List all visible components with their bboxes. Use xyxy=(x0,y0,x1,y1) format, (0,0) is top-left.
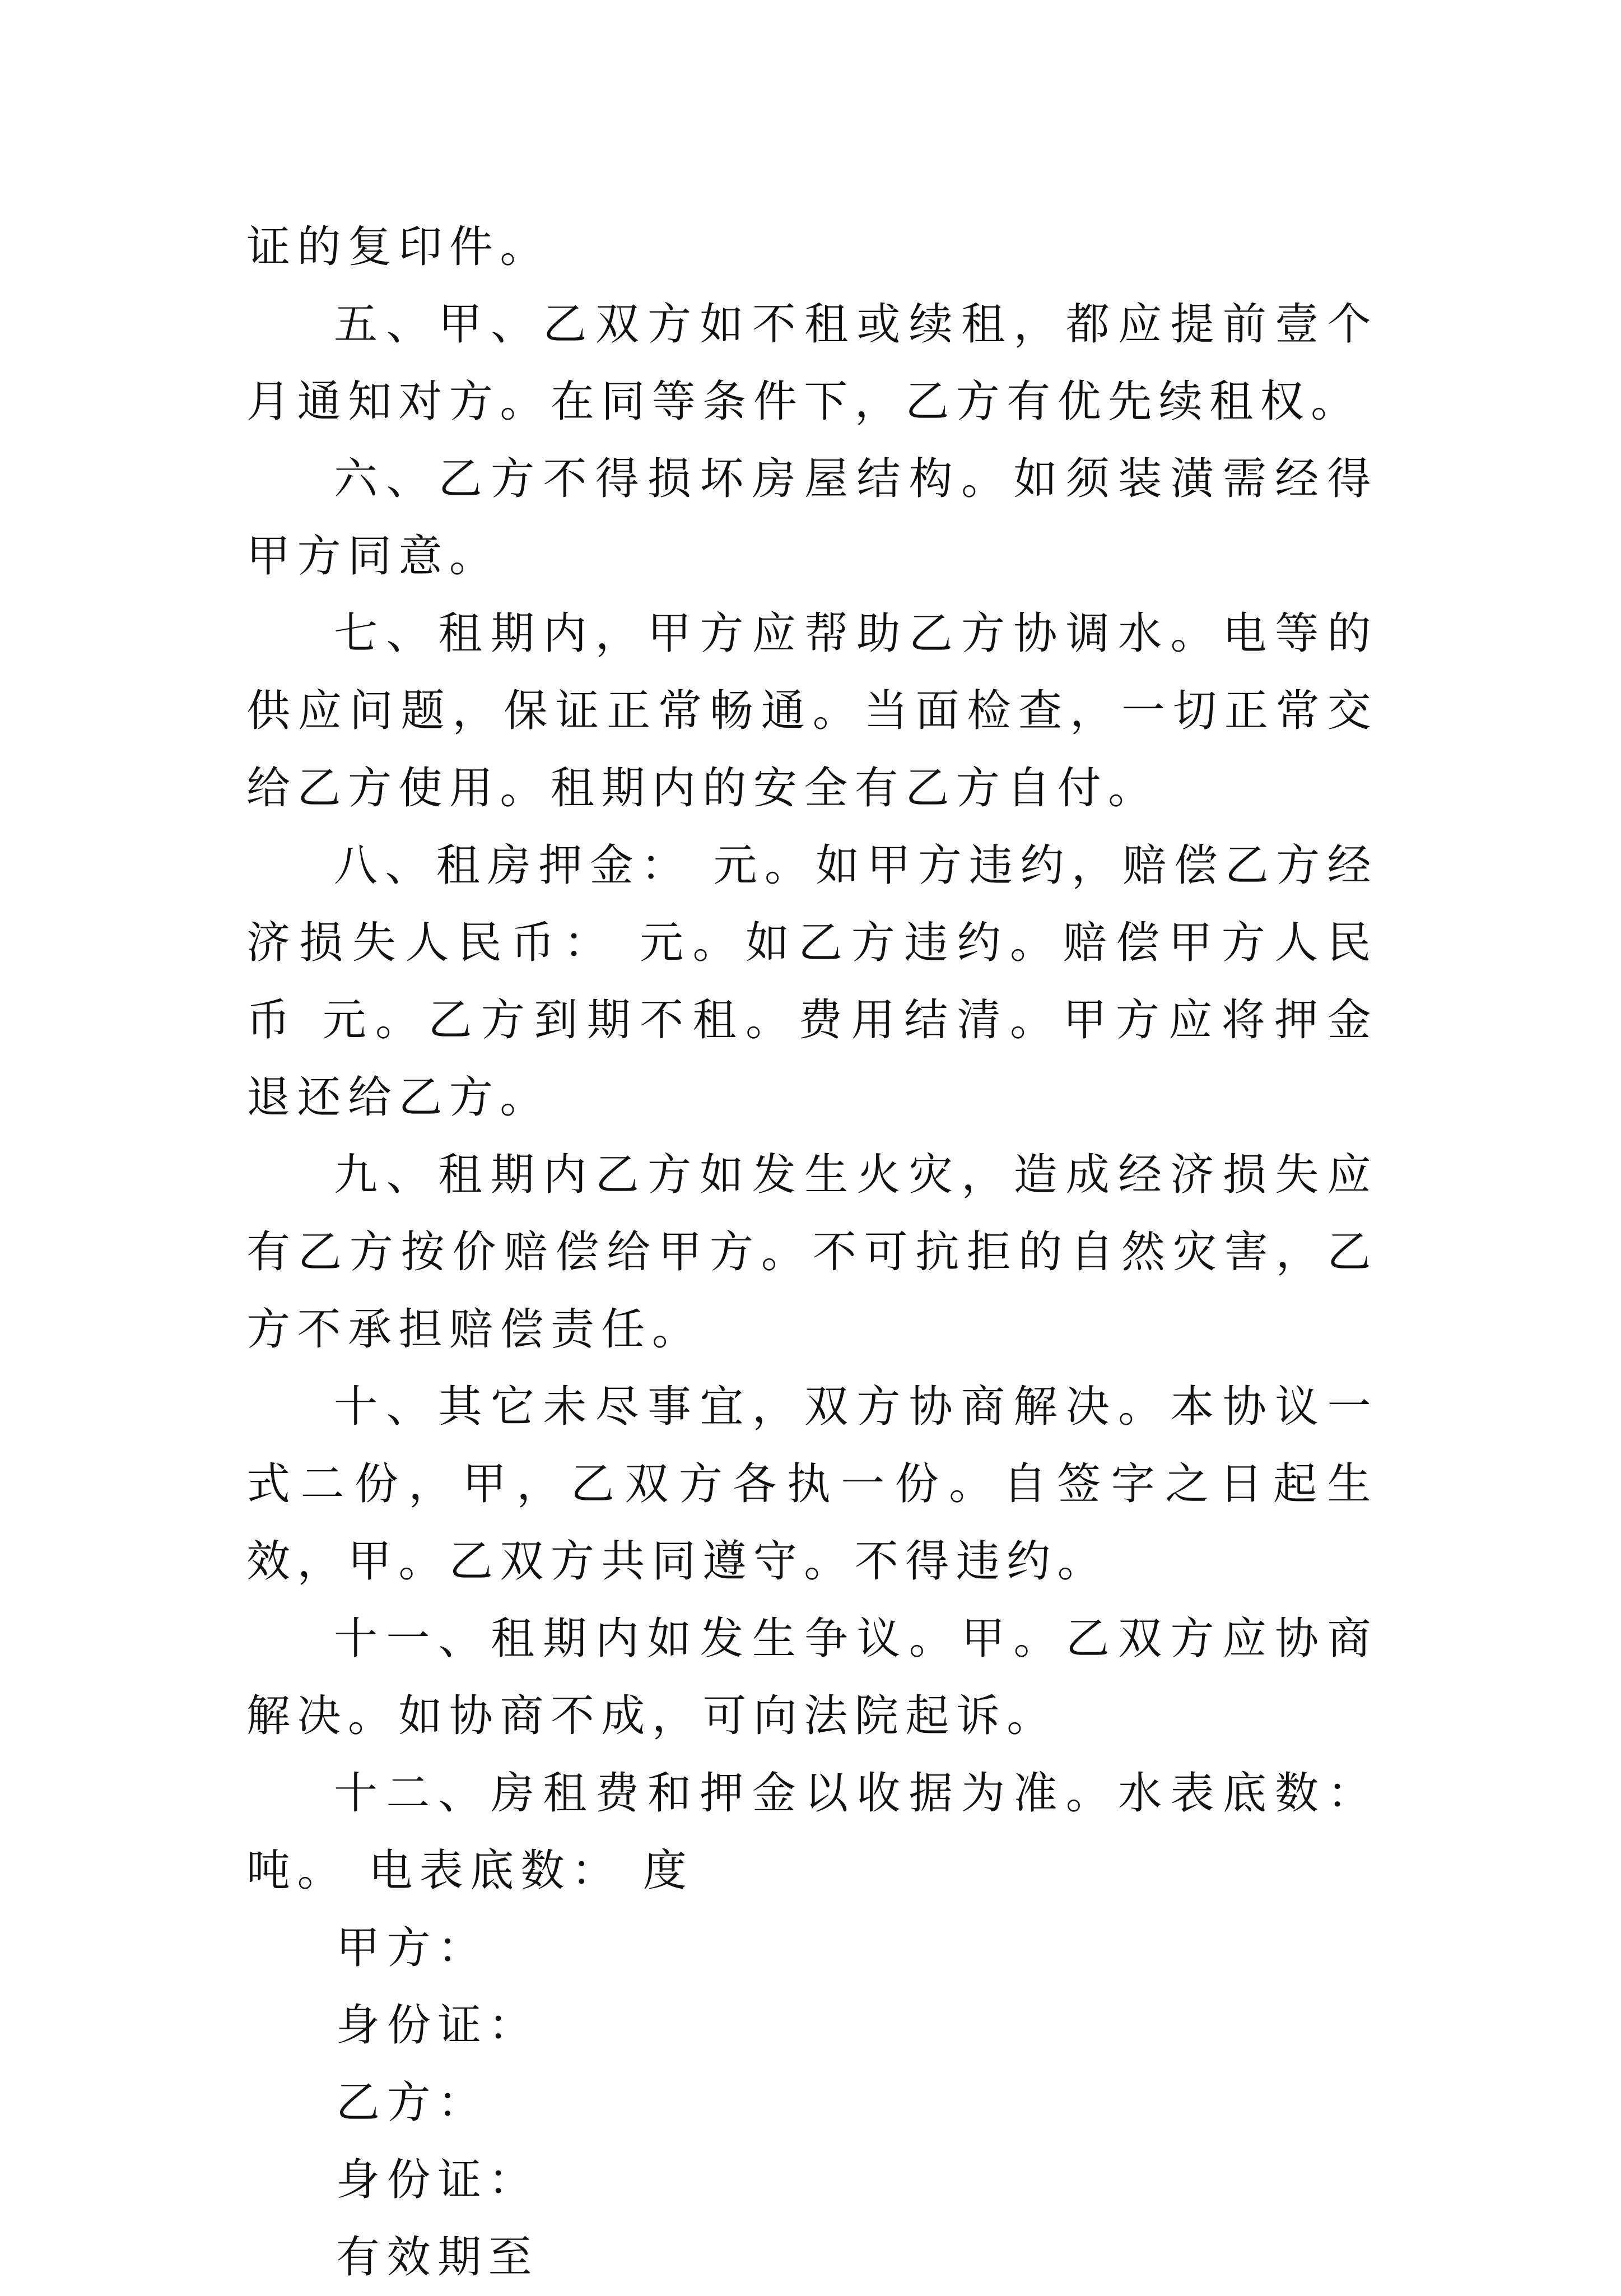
signature-party-a: 甲方： xyxy=(336,1923,488,1973)
clause-10: 十、其它未尽事宜，双方协商解决。本协议一式二份，甲，乙双方各执一份。自签字之日起生效，甲。乙双方共同遵守。不得违约。 xyxy=(246,1382,1378,1587)
clause-7: 七、租期内，甲方应帮助乙方协调水。电等的供应问题，保证正常畅通。当面检查，一切正常交给乙方使用。租期内的安全有乙方自付。 xyxy=(246,608,1378,814)
signature-party-b: 乙方： xyxy=(336,2077,488,2128)
clause-8: 八、租房押金： 元。如甲方违约，赔偿乙方经济损失人民币： 元。如乙方违约。赔偿甲方人民币 元。乙方到期不租。费用结清。甲方应将押金退还给乙方。 xyxy=(246,840,1378,1123)
signature-valid-until: 有效期至 xyxy=(336,2232,539,2283)
clause-5: 五、甲、乙双方如不租或续租，都应提前壹个月通知对方。在同等条件下，乙方有优先续租权。 xyxy=(246,299,1378,427)
clause-11: 十一、租期内如发生争议。甲。乙双方应协商解决。如协商不成，可向法院起诉。 xyxy=(246,1614,1378,1741)
clause-9: 九、租期内乙方如发生火灾，造成经济损失应有乙方按价赔偿给甲方。不可抗拒的自然灾害，乙方不承担赔偿责任。 xyxy=(246,1150,1378,1355)
signature-party-b-id: 身份证： xyxy=(336,2155,539,2205)
document-body xyxy=(246,208,1378,2296)
signature-party-a-id: 身份证： xyxy=(336,2000,539,2051)
clause-6: 六、乙方不得损坏房屋结构。如须装潢需经得甲方同意。 xyxy=(246,454,1378,582)
paragraph-continuation: 证的复印件。 xyxy=(246,222,551,272)
clause-12: 十二、房租费和押金以收据为准。水表底数： 吨。 电表底数： 度 xyxy=(246,1768,1378,1896)
